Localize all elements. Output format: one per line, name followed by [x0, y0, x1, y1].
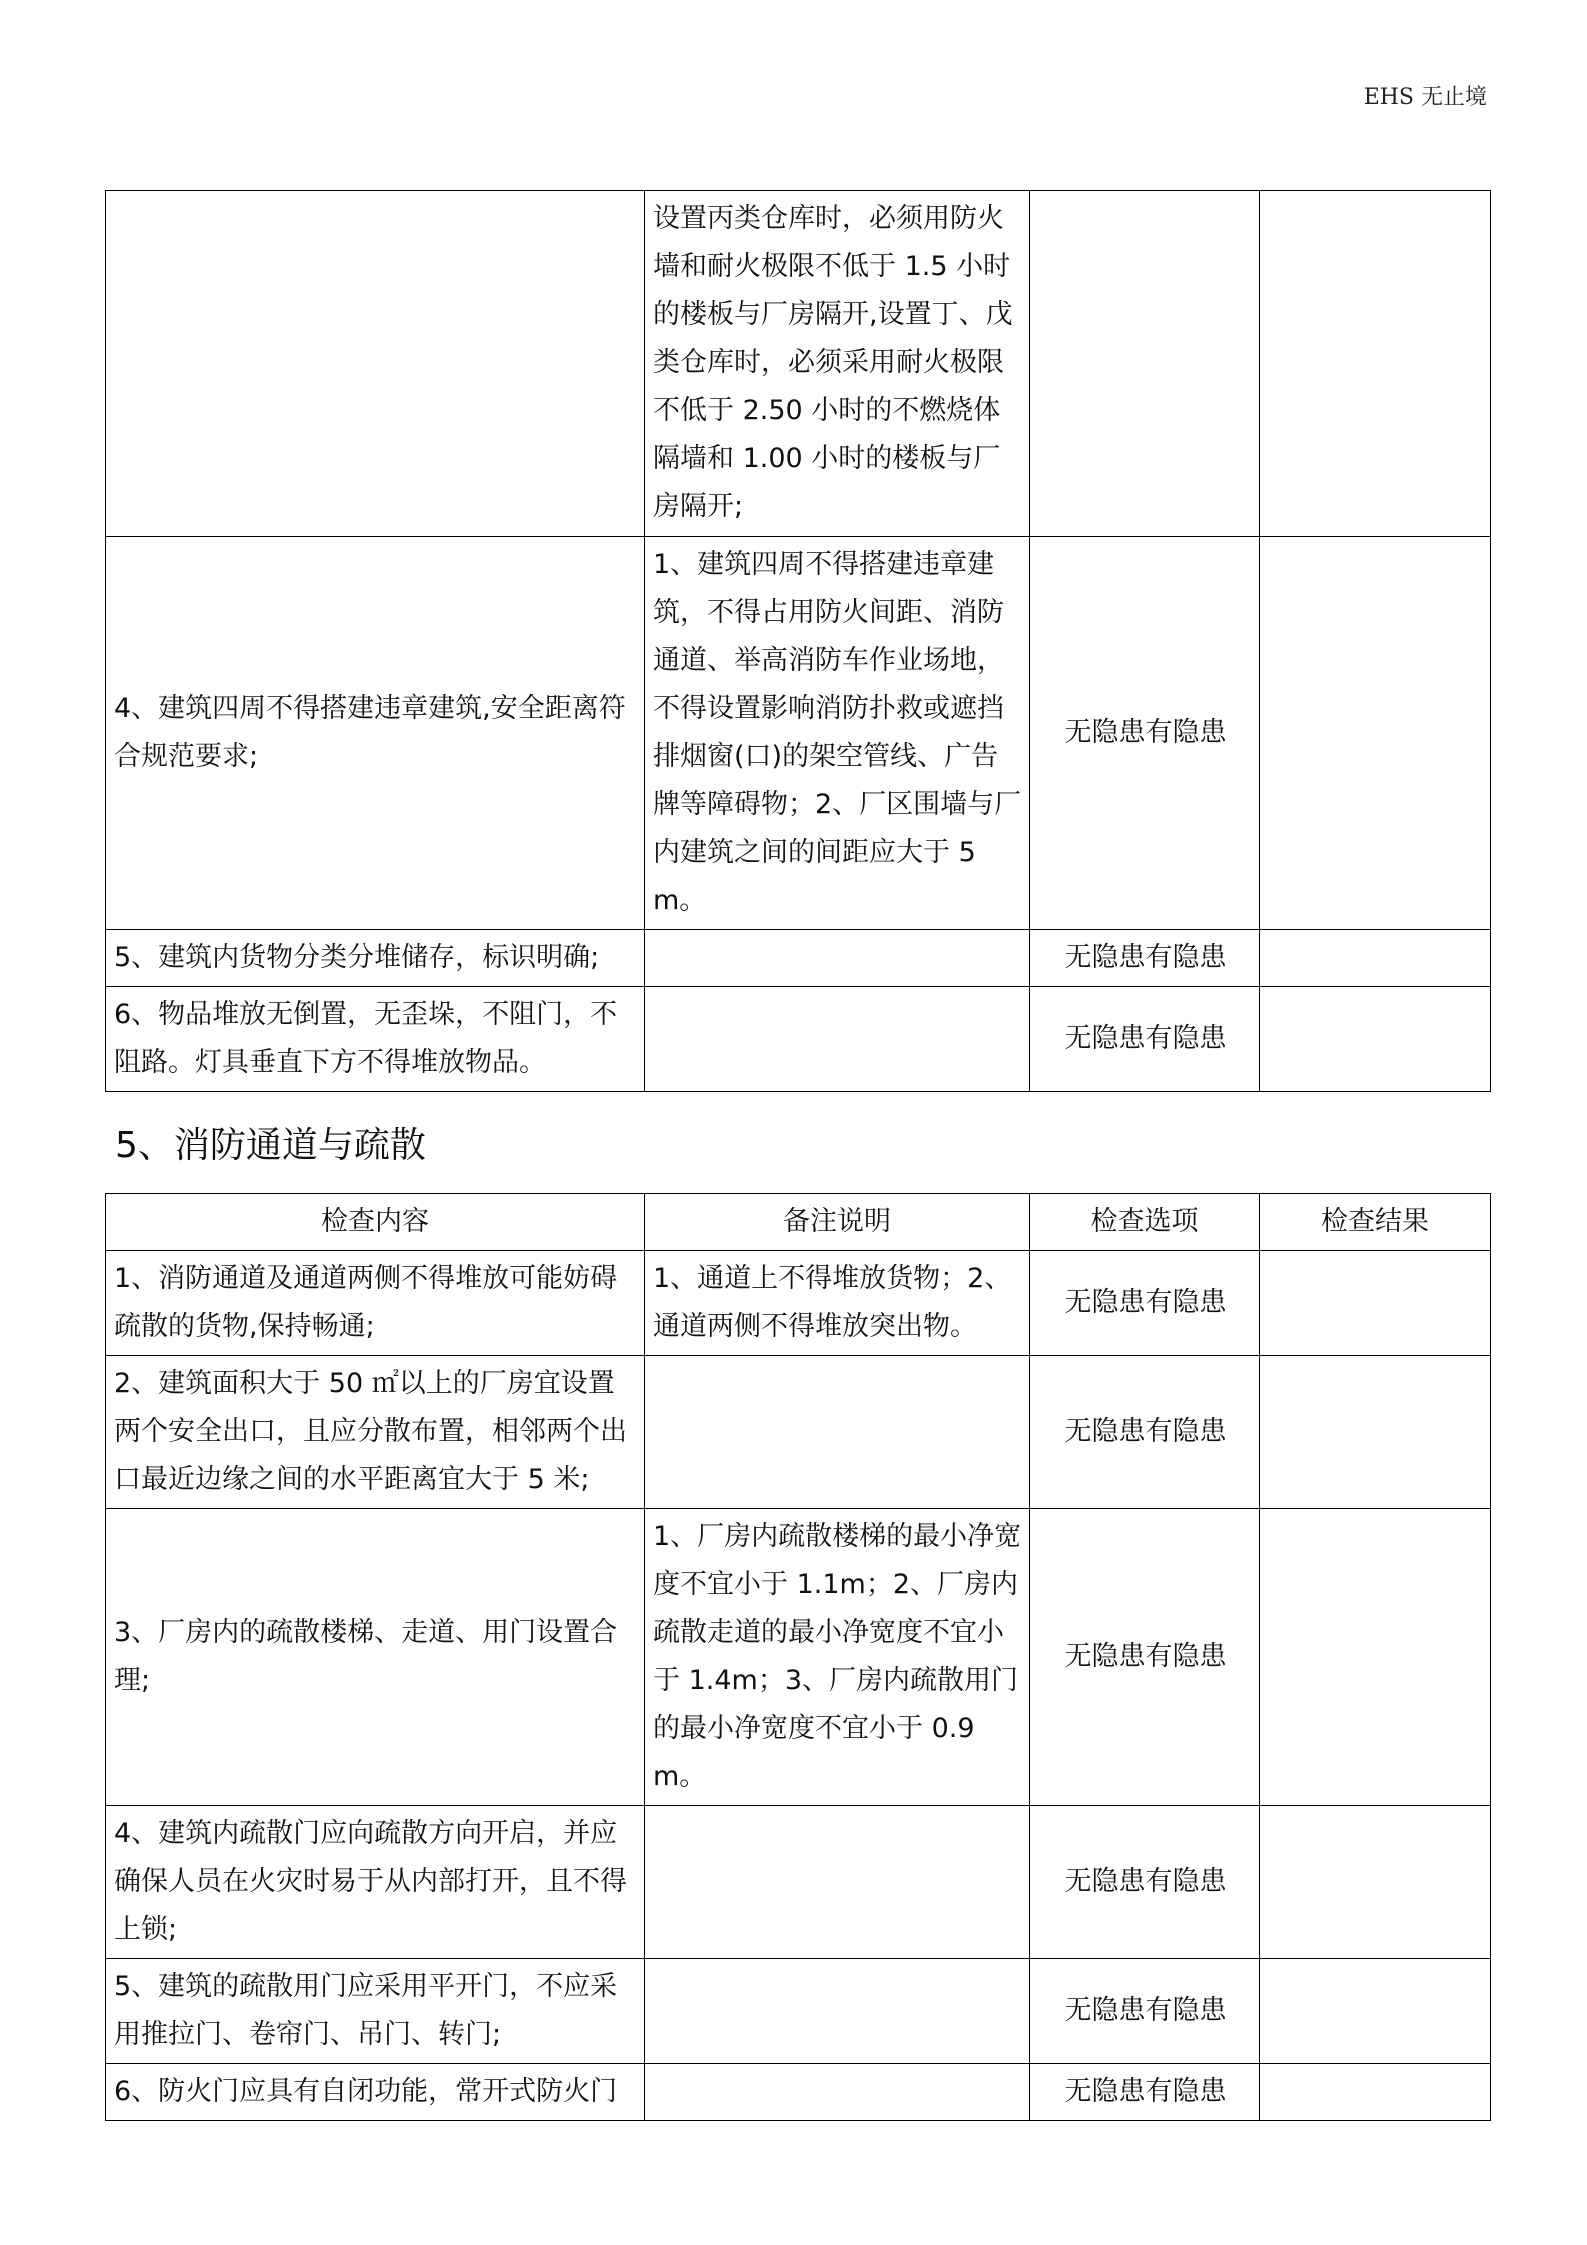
- note-cell: [645, 2064, 1030, 2121]
- table-row: [106, 1251, 1491, 1356]
- check-option-cell[interactable]: 无隐患有隐患: [1030, 1251, 1260, 1356]
- check-content-cell: [106, 191, 645, 537]
- check-result-cell[interactable]: [1260, 1251, 1491, 1356]
- check-option-cell[interactable]: 无隐患有隐患: [1030, 537, 1260, 930]
- check-content-cell: 6、防火门应具有自闭功能，常开式防火门: [106, 2064, 645, 2121]
- check-content-cell: 4、建筑四周不得搭建违章建筑,安全距离符合规范要求;: [106, 537, 645, 930]
- check-content-cell: 1、消防通道及通道两侧不得堆放可能妨碍疏散的货物,保持畅通;: [106, 1251, 645, 1356]
- table-row: [106, 191, 1491, 537]
- note-cell: 1、厂房内疏散楼梯的最小净宽度不宜小于 1.1m；2、厂房内疏散走道的最小净宽度不宜小于 1.4m；3、厂房内疏散用门的最小净宽度不宜小于 0.9m。: [645, 1509, 1030, 1806]
- check-option-cell[interactable]: 无隐患有隐患: [1030, 1806, 1260, 1959]
- table-row: [106, 930, 1491, 987]
- column-header-content: 检查内容: [106, 1194, 645, 1251]
- table-row: [106, 1806, 1491, 1959]
- table-header-row: [106, 1194, 1491, 1251]
- check-content-cell: 3、厂房内的疏散楼梯、走道、用门设置合理;: [106, 1509, 645, 1806]
- check-option-cell[interactable]: 无隐患有隐患: [1030, 1356, 1260, 1509]
- fire-passage-evacuation-table: [105, 1193, 1491, 2121]
- note-cell: 1、建筑四周不得搭建违章建筑，不得占用防火间距、消防通道、举高消防车作业场地，不得设置影响消防扑救或遮挡排烟窗(口)的架空管线、广告牌等障碍物；2、厂区围墙与厂内建筑之间的间距应大于 5m。: [645, 537, 1030, 930]
- note-cell: 设置丙类仓库时，必须用防火墙和耐火极限不低于 1.5 小时的楼板与厂房隔开,设置丁、戊类仓库时，必须采用耐火极限不低于 2.50 小时的不燃烧体隔墙和 1.00 小时的楼板与厂房隔开;: [645, 191, 1030, 537]
- page-header: EHS 无止境: [1363, 85, 1487, 110]
- note-cell: [645, 930, 1030, 987]
- check-content-cell: 5、建筑内货物分类分堆储存，标识明确;: [106, 930, 645, 987]
- check-option-cell[interactable]: 无隐患有隐患: [1030, 987, 1260, 1092]
- check-result-cell[interactable]: [1260, 930, 1491, 987]
- check-result-cell[interactable]: [1260, 1959, 1491, 2064]
- check-result-cell[interactable]: [1260, 1509, 1491, 1806]
- check-result-cell[interactable]: [1260, 537, 1491, 930]
- inspection-table-continued: [105, 190, 1491, 1092]
- table-row: [106, 1959, 1491, 2064]
- note-cell: [645, 1356, 1030, 1509]
- check-content-cell: 2、建筑面积大于 50 ㎡以上的厂房宜设置两个安全出口，且应分散布置，相邻两个出口最近边缘之间的水平距离宜大于 5 米;: [106, 1356, 645, 1509]
- table-row: [106, 1356, 1491, 1509]
- check-result-cell[interactable]: [1260, 987, 1491, 1092]
- table-row: [106, 537, 1491, 930]
- check-result-cell[interactable]: [1260, 1356, 1491, 1509]
- column-header-note: 备注说明: [645, 1194, 1030, 1251]
- table-row: [106, 2064, 1491, 2121]
- section-title: 5、消防通道与疏散: [115, 1125, 426, 1166]
- check-option-cell[interactable]: 无隐患有隐患: [1030, 930, 1260, 987]
- table-row: [106, 987, 1491, 1092]
- column-header-option: 检查选项: [1030, 1194, 1260, 1251]
- check-result-cell[interactable]: [1260, 2064, 1491, 2121]
- check-content-cell: 4、建筑内疏散门应向疏散方向开启，并应确保人员在火灾时易于从内部打开，且不得上锁;: [106, 1806, 645, 1959]
- note-cell: 1、通道上不得堆放货物；2、通道两侧不得堆放突出物。: [645, 1251, 1030, 1356]
- note-cell: [645, 1959, 1030, 2064]
- check-option-cell[interactable]: 无隐患有隐患: [1030, 1959, 1260, 2064]
- check-content-cell: 6、物品堆放无倒置，无歪垛，不阻门，不阻路。灯具垂直下方不得堆放物品。: [106, 987, 645, 1092]
- check-result-cell[interactable]: [1260, 191, 1491, 537]
- note-cell: [645, 987, 1030, 1092]
- table-row: [106, 1509, 1491, 1806]
- check-option-cell[interactable]: 无隐患有隐患: [1030, 2064, 1260, 2121]
- column-header-result: 检查结果: [1260, 1194, 1491, 1251]
- check-content-cell: 5、建筑的疏散用门应采用平开门，不应采用推拉门、卷帘门、吊门、转门;: [106, 1959, 645, 2064]
- check-option-cell[interactable]: [1030, 191, 1260, 537]
- check-result-cell[interactable]: [1260, 1806, 1491, 1959]
- note-cell: [645, 1806, 1030, 1959]
- check-option-cell[interactable]: 无隐患有隐患: [1030, 1509, 1260, 1806]
